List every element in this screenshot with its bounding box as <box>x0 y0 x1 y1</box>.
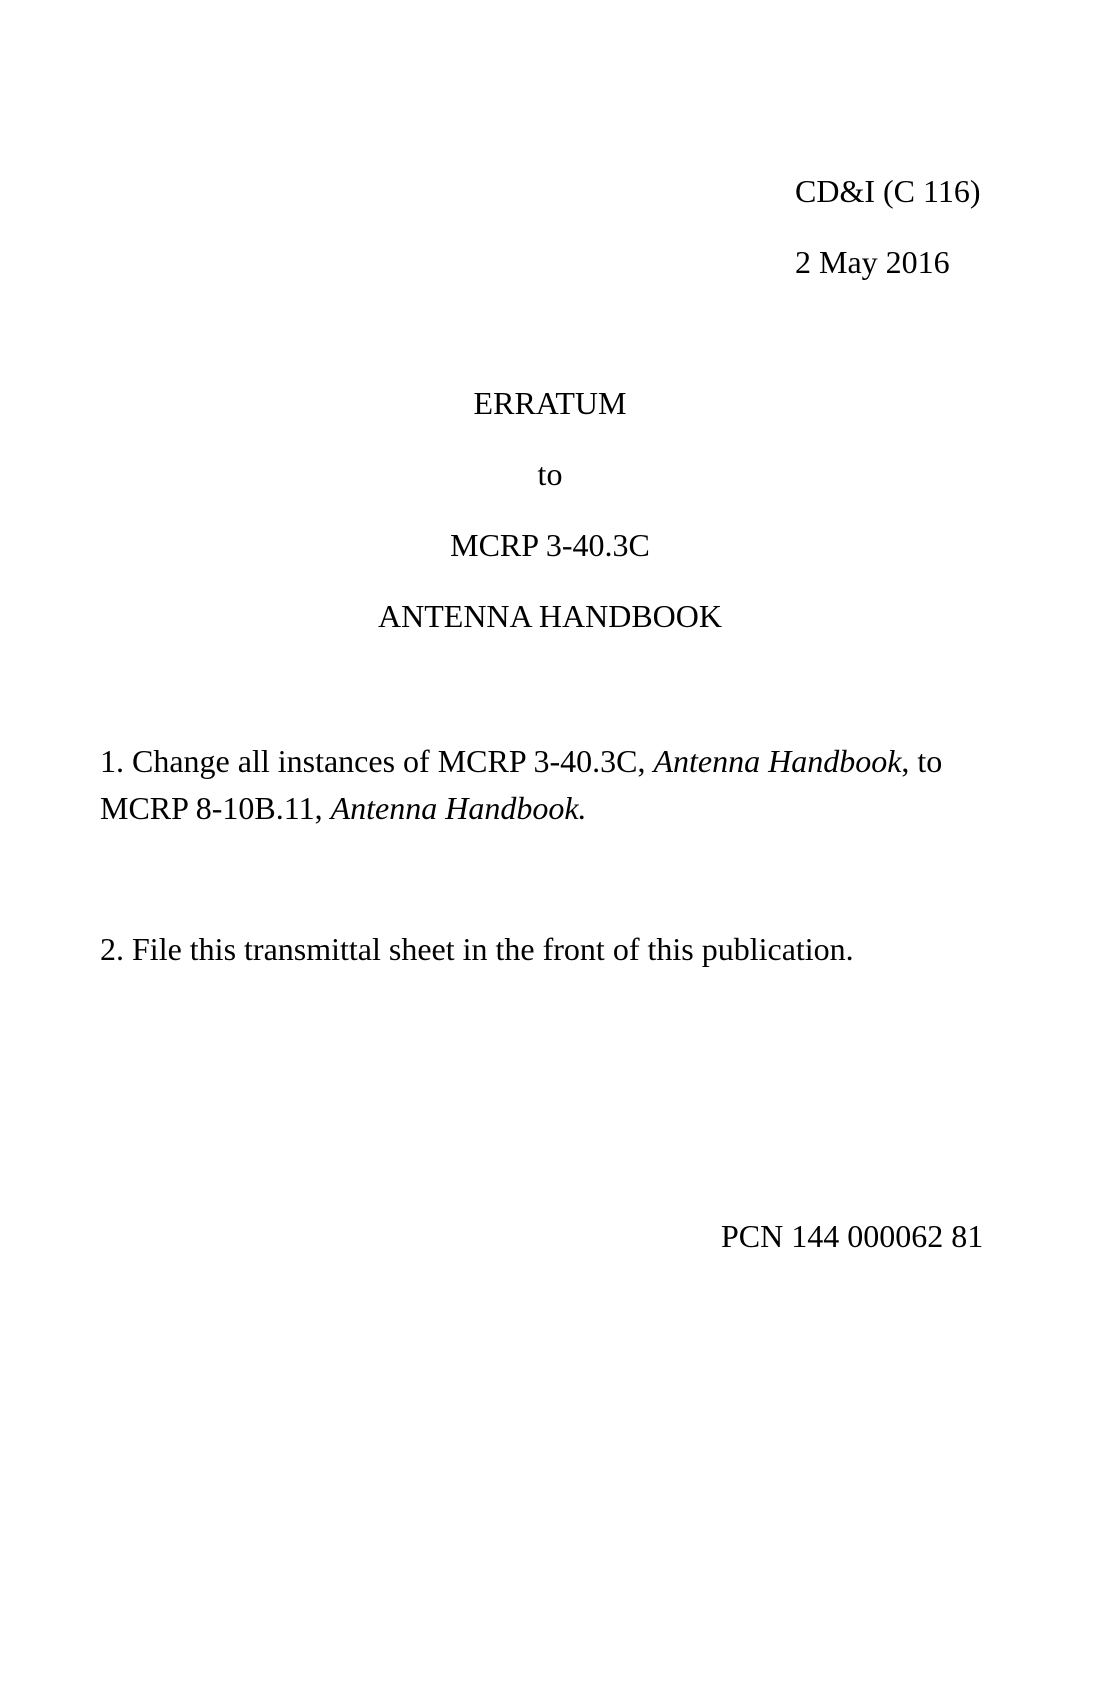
paragraph-1-number: 1. <box>100 743 132 779</box>
paragraph-1-text-b: , to <box>901 743 943 779</box>
document-designation: CD&I (C 116) <box>795 173 981 209</box>
paragraph-1-text-a: Change all instances of MCRP 3-40.3C, <box>132 743 654 779</box>
paragraph-2-text: File this transmittal sheet in the front of this publication. <box>132 931 854 967</box>
paragraph-1-line-2 <box>100 789 1000 827</box>
title-to: to <box>537 456 563 492</box>
paragraph-2-number: 2. <box>100 931 132 967</box>
title-publication-name: ANTENNA HANDBOOK <box>378 598 722 634</box>
paragraph-1-text-c: MCRP 8-10B.11, <box>100 790 331 826</box>
paragraph-1-title-b: Antenna Handbook. <box>330 790 587 826</box>
paragraph-2 <box>100 930 1000 968</box>
title-erratum: ERRATUM <box>473 385 627 421</box>
document-date: 2 May 2016 <box>795 244 950 280</box>
pcn-number: PCN 144 000062 81 <box>721 1218 984 1254</box>
title-publication-number: MCRP 3-40.3C <box>450 527 650 563</box>
paragraph-1-title-a: Antenna Handbook <box>653 743 902 779</box>
paragraph-1-line-1 <box>100 742 1000 780</box>
